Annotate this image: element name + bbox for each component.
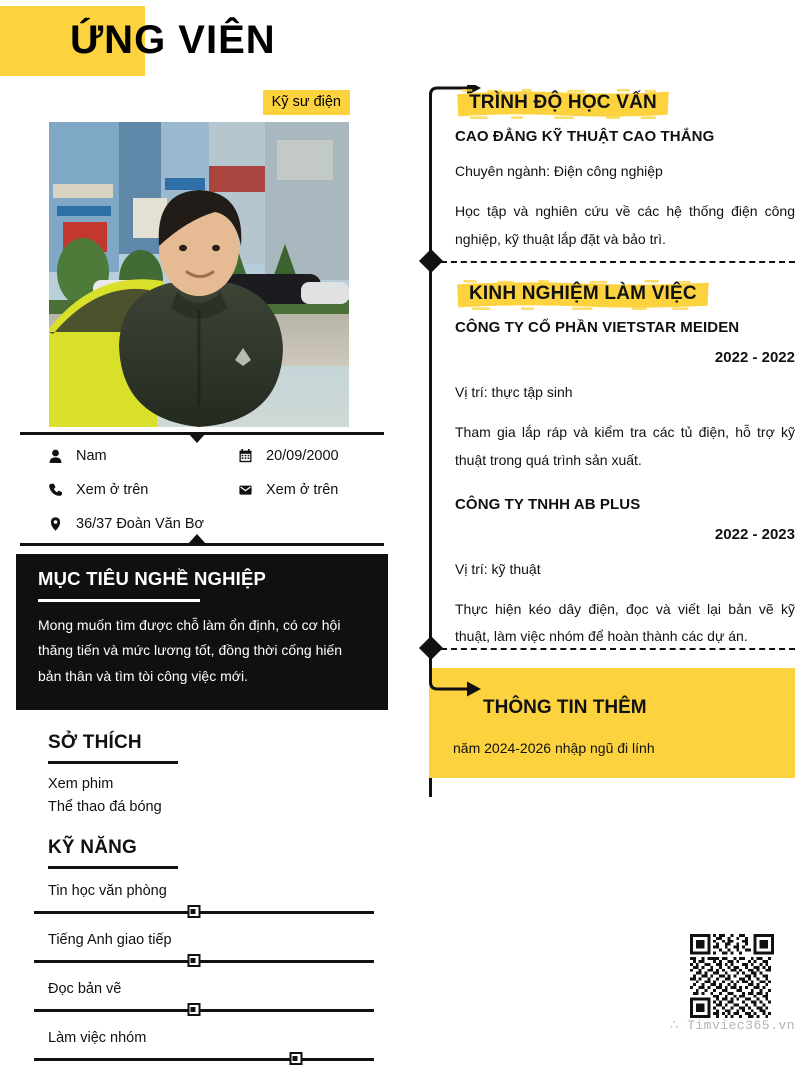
- job-position: Vị trí: kỹ thuật: [455, 560, 541, 577]
- hobbies-section: [16, 732, 396, 815]
- contact-list: [16, 448, 396, 532]
- contact-value: 36/37 Đoàn Văn Bơ: [76, 516, 205, 532]
- education-school: CAO ĐẲNG KỸ THUẬT CAO THẮNG: [455, 128, 715, 145]
- triangle-up-icon: [188, 534, 206, 544]
- education-description: Học tập và nghiên cứu về các hệ thống điện công nghiệp, kỹ thuật lắp đặt và bảo trì.: [455, 203, 795, 247]
- skill-label: Tiếng Anh giao tiếp: [48, 932, 172, 949]
- skill-slider-handle[interactable]: [187, 954, 200, 967]
- hobby-item: Thể thao đá bóng: [48, 799, 162, 816]
- skills-section: [16, 837, 396, 869]
- envelope-icon: [238, 483, 253, 497]
- skill-slider[interactable]: [34, 905, 374, 919]
- job-title-tag: Kỹ sư điện: [263, 90, 350, 115]
- education-title-wrap: [455, 89, 671, 119]
- skill-label: Tin học văn phòng: [48, 883, 167, 900]
- career-objective-title: MỤC TIÊU NGHỀ NGHIỆP: [38, 568, 267, 589]
- education-section: [455, 89, 795, 253]
- timeline-dashed-separator-2: [441, 648, 795, 650]
- phone-icon: [48, 483, 63, 497]
- skill-slider-handle[interactable]: [289, 1052, 302, 1065]
- page-title: ỨNG VIÊN: [70, 18, 276, 62]
- career-objective-section: [16, 554, 388, 710]
- skill-slider[interactable]: [34, 1052, 374, 1066]
- triangle-down-icon: [188, 433, 206, 443]
- experience-job: [455, 496, 795, 651]
- contact-item-email: [206, 482, 396, 498]
- hobbies-title: SỞ THÍCH: [48, 732, 142, 754]
- title-rule: [38, 599, 200, 602]
- page-header: [0, 0, 811, 90]
- title-rule: [48, 866, 178, 869]
- timeline-arrow-extra: [429, 668, 485, 704]
- extra-info-title: THÔNG TIN THÊM: [483, 697, 647, 718]
- extra-info-text: năm 2024-2026 nhập ngũ đi lính: [453, 740, 655, 756]
- skills-title: KỸ NĂNG: [48, 837, 138, 859]
- contact-value: 20/09/2000: [266, 448, 339, 464]
- job-company: CÔNG TY TNHH AB PLUS: [455, 495, 641, 513]
- timeline-diamond-1: [418, 249, 442, 273]
- hobby-item: Xem phim: [48, 776, 114, 793]
- skills-list: [16, 883, 396, 1066]
- skill-item: [34, 981, 374, 1017]
- timeline-diamond-2: [418, 636, 442, 660]
- contact-item-birthdate: [206, 448, 396, 464]
- skill-slider[interactable]: [34, 954, 374, 968]
- left-column: [16, 90, 396, 1079]
- footer-watermark: ∴ Timviec365.vn: [670, 1018, 795, 1033]
- location-icon: [48, 517, 63, 531]
- contact-item-address: [16, 516, 206, 532]
- contact-item-gender: [16, 448, 206, 464]
- education-major: Chuyên ngành: Điện công nghiệp: [455, 163, 663, 179]
- contact-value: Nam: [76, 448, 107, 464]
- person-icon: [48, 449, 63, 463]
- contact-divider-bottom: [20, 538, 384, 550]
- skill-item: [34, 883, 374, 919]
- job-position: Vị trí: thực tập sinh: [455, 384, 573, 400]
- contact-value: Xem ở trên: [266, 482, 339, 498]
- qr-code: [690, 934, 774, 1018]
- job-company: CÔNG TY CỔ PHẦN VIETSTAR MEIDEN: [455, 319, 740, 336]
- skill-slider-handle[interactable]: [187, 905, 200, 918]
- job-description: Tham gia lắp ráp và kiểm tra các tủ điện, hỗ trợ kỹ thuật trong quá trình sản xuất.: [455, 424, 795, 468]
- career-objective-text: Mong muốn tìm được chỗ làm ổn định, có cơ hội thăng tiến và mức lương tốt, đồng thời cống hiến bản thân và tìm tòi công việc mới.: [38, 616, 343, 685]
- skill-item: [34, 932, 374, 968]
- job-years: 2022 - 2022: [714, 349, 795, 366]
- experience-title: KINH NGHIỆM LÀM VIỆC: [469, 283, 697, 304]
- experience-section: [455, 280, 795, 651]
- job-description: Thực hiện kéo dây điện, đọc và viết lại bản vẽ kỹ thuật, làm việc nhóm để hoàn thành các dự án.: [455, 601, 795, 645]
- education-title: TRÌNH ĐỘ HỌC VẤN: [469, 92, 657, 113]
- timeline-dashed-separator-1: [441, 261, 795, 263]
- skill-slider-handle[interactable]: [187, 1003, 200, 1016]
- skill-slider[interactable]: [34, 1003, 374, 1017]
- experience-job: [455, 319, 795, 474]
- contact-item-phone: [16, 482, 206, 498]
- skill-label: Đọc bản vẽ: [48, 981, 122, 998]
- right-column: [415, 85, 795, 815]
- job-years: 2022 - 2023: [714, 525, 795, 543]
- profile-photo: [49, 122, 349, 427]
- contact-value: Xem ở trên: [76, 482, 149, 498]
- experience-title-wrap: [455, 280, 711, 310]
- title-rule: [48, 761, 178, 764]
- skill-label: Làm việc nhóm: [48, 1030, 147, 1047]
- skill-item: [34, 1030, 374, 1066]
- job-tag-row: [16, 90, 396, 115]
- contact-divider-top: [20, 427, 384, 439]
- calendar-icon: [238, 449, 253, 463]
